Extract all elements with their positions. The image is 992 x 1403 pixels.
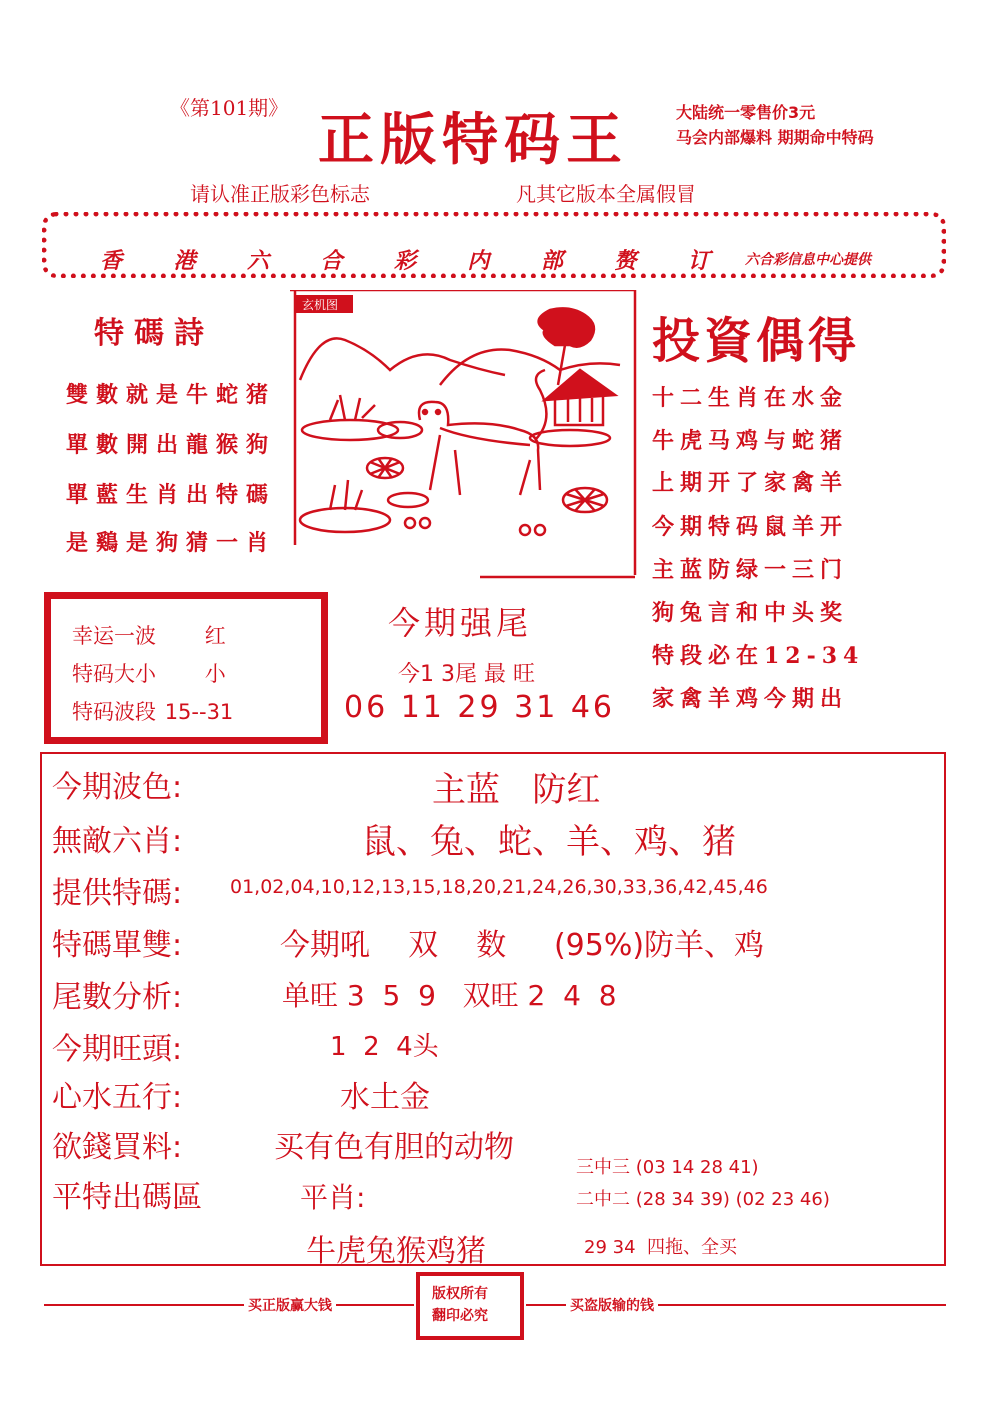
tail-numbers: 06 11 29 31 46 (344, 690, 616, 725)
six-zodiac-label: 無敵六肖: (52, 824, 183, 859)
mountain-shape (300, 338, 505, 380)
lucky-label: 幸运一波 (72, 624, 156, 648)
poem-title: 特碼詩 (94, 316, 214, 351)
six-zodiac-value: 鼠、兔、蛇、羊、鸡、猪 (362, 822, 736, 862)
banner-char: 内 (467, 248, 490, 274)
codes-value: 01,02,04,10,12,13,15,18,20,21,24,26,30,33,36,42,45,46 (230, 876, 768, 898)
banner-char: 彩 (393, 248, 416, 274)
tail-analysis-value: 单旺 3 5 9 双旺 2 4 8 (282, 979, 617, 1012)
invest-line: 主蓝防绿一三门 (652, 557, 849, 583)
lucky-label: 特码大小 (72, 662, 156, 686)
tail-subtitle: 今1 3尾 最 旺 (398, 662, 535, 687)
riddle-illustration (290, 290, 640, 580)
buy-value: 买有色有胆的动物 (274, 1130, 514, 1165)
banner-char: 合 (320, 248, 343, 274)
odd-even-label: 特碼單雙: (52, 928, 183, 963)
invest-line: 十二生肖在水金 (652, 385, 849, 411)
wave-label: 今期波色: (52, 770, 183, 805)
lucky-value: 15--31 (164, 700, 234, 724)
leopard-shape (419, 402, 540, 495)
poem-line: 是鷄是狗猜一肖 (66, 530, 277, 556)
banner-source: 六合彩信息中心提供 (745, 252, 871, 268)
copyright-line: 翻印必究 (432, 1308, 488, 1324)
head-label: 今期旺頭: (52, 1032, 183, 1067)
flat-zodiac-value: 牛虎兔猴鸡猪 (306, 1234, 486, 1269)
invest-line: 牛虎马鸡与蛇猪 (652, 428, 849, 454)
flat-zodiac-label: 平肖: (300, 1181, 366, 1214)
footer-left-slogan: 买正版赢大钱 (244, 1295, 336, 1315)
banner-char: 六 (246, 248, 269, 274)
wave-value: 主蓝 防红 (432, 770, 601, 810)
copyright-line: 版权所有 (432, 1286, 488, 1302)
page-title: 正版特码王 (318, 107, 628, 173)
invest-line: 上期开了家禽羊 (652, 470, 849, 496)
banner-char: 部 (540, 248, 563, 274)
banner-char: 香 (100, 248, 123, 274)
five-element-label: 心水五行: (52, 1080, 183, 1115)
five-element-value: 水土金 (340, 1080, 430, 1115)
banner-char: 订 (687, 248, 710, 274)
authentic-warning: 请认准正版彩色标志 (190, 182, 370, 206)
odd-even-value: 今期吼 双 数 (95%)防羊、鸡 (280, 928, 765, 963)
banner-text (100, 244, 710, 275)
poem-line: 單數開出龍猴狗 (66, 432, 277, 458)
issue-number: 《第101期》 (170, 96, 289, 120)
tree-shape (539, 308, 594, 346)
combo-three: 三中三 (03 14 28 41) (576, 1157, 759, 1178)
combo-two: 二中二 (28 34 39) (02 23 46) (576, 1189, 830, 1210)
lucky-row (72, 620, 226, 650)
poem-line: 雙數就是牛蛇猪 (66, 382, 277, 408)
footer-divider-left (44, 1304, 414, 1306)
banner-char: 赘 (614, 248, 637, 274)
invest-line: 今期特码鼠羊开 (652, 514, 849, 540)
banner-char: 港 (173, 248, 196, 274)
codes-label: 提供特碼: (52, 876, 183, 911)
slogan-note: 马会内部爆料 期期命中特码 (676, 128, 874, 147)
head-value: 1 2 4头 (330, 1032, 439, 1062)
buy-label: 欲錢買料: (52, 1130, 183, 1165)
combo-drag: 29 34 四拖、全买 (584, 1237, 737, 1258)
price-note: 大陆统一零售价3元 (676, 103, 816, 122)
invest-title: 投資偶得 (652, 313, 861, 369)
invest-line: 狗兔言和中头奖 (652, 600, 849, 626)
tail-title: 今期强尾 (388, 604, 533, 642)
poem-line: 單藍生肖出特碼 (66, 482, 277, 508)
invest-line: 特段必在12-34 (652, 643, 865, 669)
fake-warning: 凡其它版本全属假冒 (516, 182, 696, 206)
footer-right-slogan: 买盗版输的钱 (566, 1295, 658, 1315)
flat-code-label: 平特出碼區 (52, 1180, 202, 1215)
tail-analysis-label: 尾數分析: (52, 980, 183, 1015)
lucky-value: 红 (204, 624, 226, 648)
lucky-row (72, 696, 233, 726)
lucky-row (72, 658, 226, 688)
lucky-label: 特码波段 (72, 700, 156, 724)
invest-line: 家禽羊鸡今期出 (652, 686, 849, 712)
lucky-value: 小 (204, 662, 226, 686)
illustration-stamp-text: 玄机图 (302, 298, 339, 312)
